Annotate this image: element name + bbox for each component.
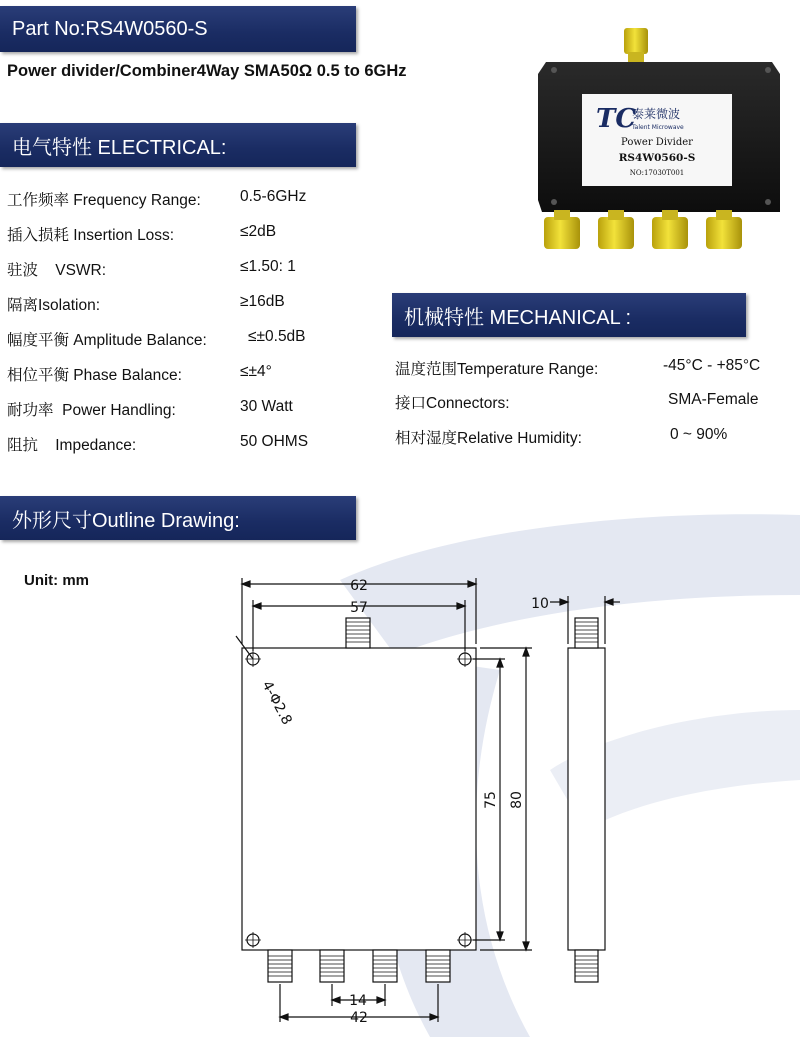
spec-value: ≤±0.5dB [248, 328, 306, 345]
spec-label: 驻波 VSWR: [7, 262, 107, 279]
spec-value: 50 OHMS [240, 433, 309, 450]
dim-port-span: 42 [350, 1010, 368, 1026]
mech-row-connectors [395, 391, 759, 413]
spec-label: 幅度平衡 Amplitude Balance: [7, 332, 207, 349]
svg-text:TC: TC [596, 104, 637, 134]
spec-label: 插入损耗 Insertion Loss: [7, 227, 175, 244]
electrical-title: 电气特性 ELECTRICAL: [12, 136, 227, 159]
mechanical-title: 机械特性 MECHANICAL : [404, 306, 632, 329]
spec-label: 相对湿度Relative Humidity: [395, 430, 582, 447]
spec-label: 温度范围Temperature Range: [395, 361, 599, 378]
spec-label: 耐功率 Power Handling: [7, 402, 176, 419]
spec-value: ≤1.50: 1 [240, 258, 296, 275]
mech-row-temperature [395, 357, 761, 379]
spec-value: 0.5-6GHz [240, 188, 307, 205]
label-brand-cn: 泰莱微波 [632, 107, 681, 121]
spec-value: ≥16dB [240, 293, 285, 310]
unit-label: Unit: mm [24, 572, 89, 589]
spec-label: 阻抗 Impedance: [7, 437, 137, 454]
spec-value: 0 ~ 90% [670, 426, 728, 443]
spec-label: 工作频率 Frequency Range: [7, 192, 201, 209]
side-view-outline [568, 648, 605, 950]
part-number-banner [0, 6, 356, 52]
label-product-name: Power Divider [621, 137, 693, 148]
spec-value: -45°C - +85°C [663, 357, 761, 374]
outline-title: 外形尺寸Outline Drawing: [12, 509, 240, 532]
dim-width-overall: 62 [350, 578, 368, 594]
bottom-connectors [268, 950, 450, 982]
product-photo [532, 22, 788, 258]
dim-hole-spacing-x: 57 [350, 600, 368, 616]
dim-port-pitch: 14 [349, 993, 367, 1009]
electrical-section-header [0, 123, 356, 167]
spec-value: SMA-Female [668, 391, 759, 408]
spec-value: 30 Watt [240, 398, 293, 415]
outline-drawing [0, 560, 800, 1037]
dim-height-overall: 80 [509, 791, 525, 809]
spec-label: 相位平衡 Phase Balance: [7, 367, 182, 384]
dim-hole-spacing-y: 75 [483, 791, 499, 809]
outline-section-header [0, 496, 356, 540]
label-brand-en: Talent Microwave [632, 124, 684, 131]
spec-label: 隔离Isolation: [7, 297, 101, 314]
label-model: RS4W0560-S [618, 152, 696, 164]
mechanical-section-header [392, 293, 746, 337]
part-number-text: Part No:RS4W0560-S [12, 17, 208, 40]
mech-row-humidity [395, 426, 728, 448]
spec-value: ≤±4° [240, 363, 272, 380]
spec-label: 接口Connectors: [395, 395, 510, 412]
dim-holes-callout: 4-Φ2.8 [258, 678, 295, 728]
spec-value: ≤2dB [240, 223, 277, 240]
label-serial: NO:17030T001 [629, 169, 685, 177]
product-subtitle: Power divider/Combiner4Way SMA50Ω 0.5 to 6GHz [7, 62, 407, 80]
dim-thickness: 10 [531, 596, 549, 612]
